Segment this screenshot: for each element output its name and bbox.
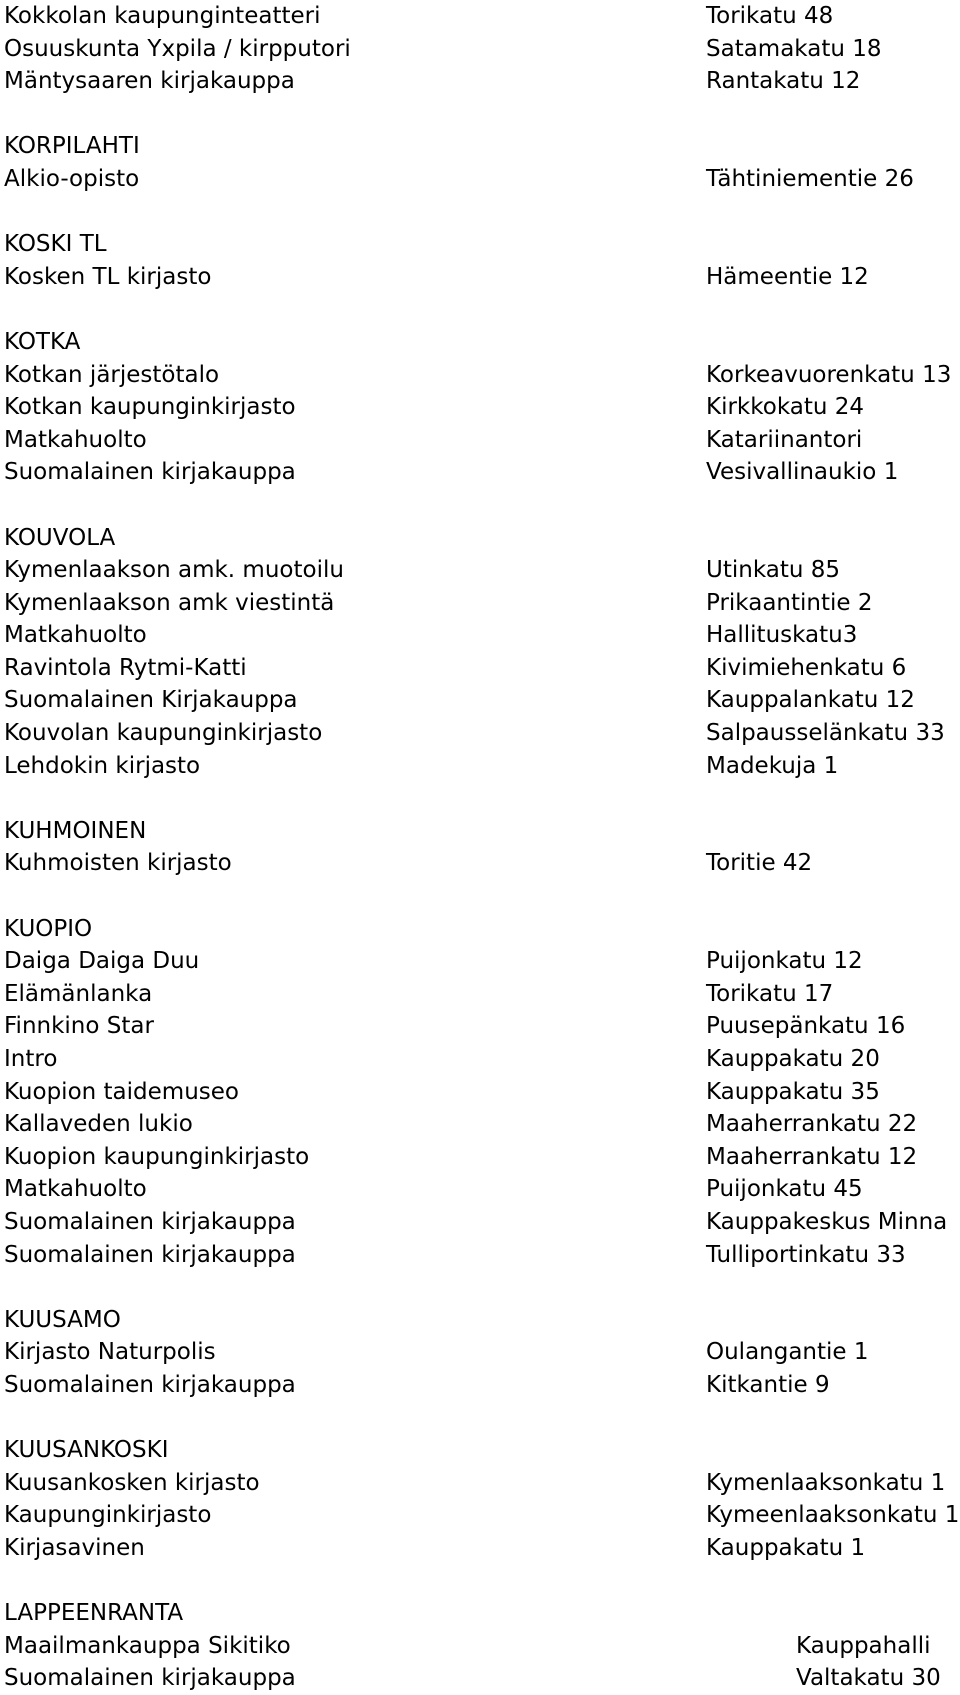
venue-name: Kymenlaakson amk. muotoilu bbox=[4, 557, 344, 584]
venue-name: Finnkino Star bbox=[4, 1013, 154, 1040]
venue-name: Suomalainen kirjakauppa bbox=[4, 1665, 296, 1692]
venue-address: Prikaantintie 2 bbox=[706, 589, 873, 616]
venue-name: Kallaveden lukio bbox=[4, 1111, 193, 1138]
venue-row bbox=[4, 1010, 956, 1043]
venue-address: Kymeenlaaksonkatu 1 bbox=[706, 1502, 960, 1529]
city-heading-text: KUHMOINEN bbox=[4, 817, 147, 844]
venue-name: Suomalainen kirjakauppa bbox=[4, 1371, 296, 1398]
venue-row bbox=[4, 65, 956, 98]
venue-name: Suomalainen Kirjakauppa bbox=[4, 687, 298, 714]
venue-row bbox=[4, 652, 956, 685]
venue-address: Utinkatu 85 bbox=[706, 557, 841, 584]
city-heading-text: KORPILAHTI bbox=[4, 133, 140, 160]
venue-name: Kosken TL kirjasto bbox=[4, 263, 212, 290]
venue-address: Kauppakatu 20 bbox=[706, 1046, 880, 1072]
venue-address: Kauppakatu 35 bbox=[706, 1078, 880, 1105]
venue-row bbox=[4, 684, 956, 717]
city-heading-text: KOUVOLA bbox=[4, 524, 116, 551]
venue-name: Kirjasavinen bbox=[4, 1534, 145, 1561]
venue-name: Matkahuolto bbox=[4, 622, 147, 649]
venue-address: Hämeentie 12 bbox=[706, 263, 869, 290]
venue-row bbox=[4, 391, 956, 424]
venue-address: Toritie 42 bbox=[706, 850, 813, 877]
venue-address: Torikatu 48 bbox=[706, 3, 834, 29]
venue-address: Maaherrankatu 12 bbox=[706, 1143, 918, 1170]
venue-name: Suomalainen kirjakauppa bbox=[4, 459, 296, 486]
venue-row bbox=[4, 1499, 960, 1532]
venue-address: Kirkkokatu 24 bbox=[706, 394, 865, 421]
venue-address: Rantakatu 12 bbox=[706, 68, 861, 95]
venue-name: Kymenlaakson amk viestintä bbox=[4, 589, 335, 616]
city-heading bbox=[4, 1597, 956, 1630]
venue-address: Kauppakatu 1 bbox=[706, 1534, 866, 1561]
venue-address: Puijonkatu 12 bbox=[706, 948, 863, 975]
venue-row bbox=[4, 1206, 956, 1239]
venue-address: Vesivallinaukio 1 bbox=[706, 459, 899, 486]
venue-row bbox=[4, 717, 956, 750]
venue-address: Kymenlaaksonkatu 1 bbox=[706, 1469, 946, 1496]
venue-row bbox=[4, 359, 956, 392]
city-heading bbox=[4, 228, 956, 261]
venue-row bbox=[4, 1239, 956, 1272]
venue-row bbox=[4, 1141, 956, 1174]
venue-address: Puijonkatu 45 bbox=[706, 1176, 863, 1203]
venue-name: Matkahuolto bbox=[4, 426, 147, 453]
venue-address: Kivimiehenkatu 6 bbox=[706, 654, 907, 681]
venue-name: Osuuskunta Yxpila / kirpputori bbox=[4, 35, 351, 62]
venue-address: Tähtiniementie 26 bbox=[706, 165, 914, 192]
venue-address: Salpausselänkatu 33 bbox=[706, 720, 945, 747]
venue-row bbox=[4, 1076, 956, 1109]
venue-address: Valtakatu 30 bbox=[796, 1665, 941, 1692]
city-heading-text: KOSKI TL bbox=[4, 231, 107, 258]
venue-name: Kuopion kaupunginkirjasto bbox=[4, 1143, 310, 1170]
venue-name: Kotkan järjestötalo bbox=[4, 361, 220, 388]
venue-name: Maailmankauppa Sikitiko bbox=[4, 1632, 291, 1659]
venue-row bbox=[4, 261, 956, 294]
city-heading-text: KUOPIO bbox=[4, 915, 93, 942]
venue-row bbox=[4, 750, 956, 783]
venue-name: Mäntysaaren kirjakauppa bbox=[4, 68, 295, 95]
venue-name: Intro bbox=[4, 1046, 58, 1072]
venue-name: Matkahuolto bbox=[4, 1176, 147, 1203]
venue-name: Kuhmoisten kirjasto bbox=[4, 850, 232, 877]
venue-row bbox=[4, 456, 956, 489]
venue-address: Satamakatu 18 bbox=[706, 35, 882, 62]
venue-row bbox=[4, 1662, 956, 1695]
city-heading-text: KOTKA bbox=[4, 328, 81, 355]
city-heading bbox=[4, 913, 956, 946]
venue-name: Suomalainen kirjakauppa bbox=[4, 1241, 296, 1268]
venue-address: Oulangantie 1 bbox=[706, 1339, 869, 1366]
venue-name: Kaupunginkirjasto bbox=[4, 1502, 212, 1529]
venue-row bbox=[4, 554, 956, 587]
venue-name: Lehdokin kirjasto bbox=[4, 752, 201, 779]
venue-name: Kuusankosken kirjasto bbox=[4, 1469, 260, 1496]
venue-name: Kouvolan kaupunginkirjasto bbox=[4, 720, 323, 747]
venue-row bbox=[4, 424, 956, 457]
city-heading-text: LAPPEENRANTA bbox=[4, 1600, 184, 1627]
venue-row bbox=[4, 163, 956, 196]
venue-name: Suomalainen kirjakauppa bbox=[4, 1208, 296, 1235]
venue-address: Kauppakeskus Minna bbox=[706, 1208, 948, 1235]
venue-name: Kuopion taidemuseo bbox=[4, 1078, 239, 1105]
venue-row bbox=[4, 1173, 956, 1206]
venue-row bbox=[4, 0, 956, 33]
city-heading-text: KUUSAMO bbox=[4, 1306, 121, 1333]
venue-address: Katariinantori bbox=[706, 426, 863, 453]
venue-row bbox=[4, 619, 956, 652]
venue-row bbox=[4, 1532, 956, 1565]
venue-name: Kotkan kaupunginkirjasto bbox=[4, 394, 296, 421]
city-heading bbox=[4, 1304, 956, 1337]
venue-name: Kokkolan kaupunginteatteri bbox=[4, 3, 321, 29]
venue-address: Maaherrankatu 22 bbox=[706, 1111, 918, 1138]
city-heading bbox=[4, 326, 956, 359]
venue-list bbox=[4, 0, 960, 1695]
venue-address: Hallituskatu3 bbox=[706, 622, 858, 649]
venue-address: Kauppalankatu 12 bbox=[706, 687, 915, 714]
city-heading bbox=[4, 1434, 956, 1467]
venue-name: Ravintola Rytmi-Katti bbox=[4, 654, 247, 681]
venue-address: Torikatu 17 bbox=[706, 980, 834, 1007]
venue-row bbox=[4, 587, 956, 620]
venue-row bbox=[4, 1108, 956, 1141]
venue-name: Daiga Daiga Duu bbox=[4, 948, 200, 975]
venue-row bbox=[4, 1336, 956, 1369]
venue-address: Korkeavuorenkatu 13 bbox=[706, 361, 952, 388]
venue-address: Kitkantie 9 bbox=[706, 1371, 830, 1398]
city-heading bbox=[4, 130, 956, 163]
venue-name: Kirjasto Naturpolis bbox=[4, 1339, 216, 1366]
city-heading bbox=[4, 522, 956, 555]
city-heading-text: KUUSANKOSKI bbox=[4, 1437, 169, 1464]
venue-name: Elämänlanka bbox=[4, 980, 153, 1007]
venue-row bbox=[4, 1043, 956, 1076]
venue-row bbox=[4, 1630, 956, 1663]
venue-name: Alkio-opisto bbox=[4, 165, 140, 192]
venue-row bbox=[4, 945, 956, 978]
city-heading bbox=[4, 815, 956, 848]
venue-row bbox=[4, 978, 956, 1011]
venue-row bbox=[4, 1467, 956, 1500]
venue-address: Puusepänkatu 16 bbox=[706, 1013, 906, 1040]
venue-address: Tulliportinkatu 33 bbox=[706, 1241, 906, 1268]
venue-row bbox=[4, 1369, 956, 1402]
venue-address: Kauppahalli bbox=[796, 1632, 931, 1659]
venue-row bbox=[4, 847, 956, 880]
venue-row bbox=[4, 33, 956, 66]
venue-address: Madekuja 1 bbox=[706, 752, 839, 779]
